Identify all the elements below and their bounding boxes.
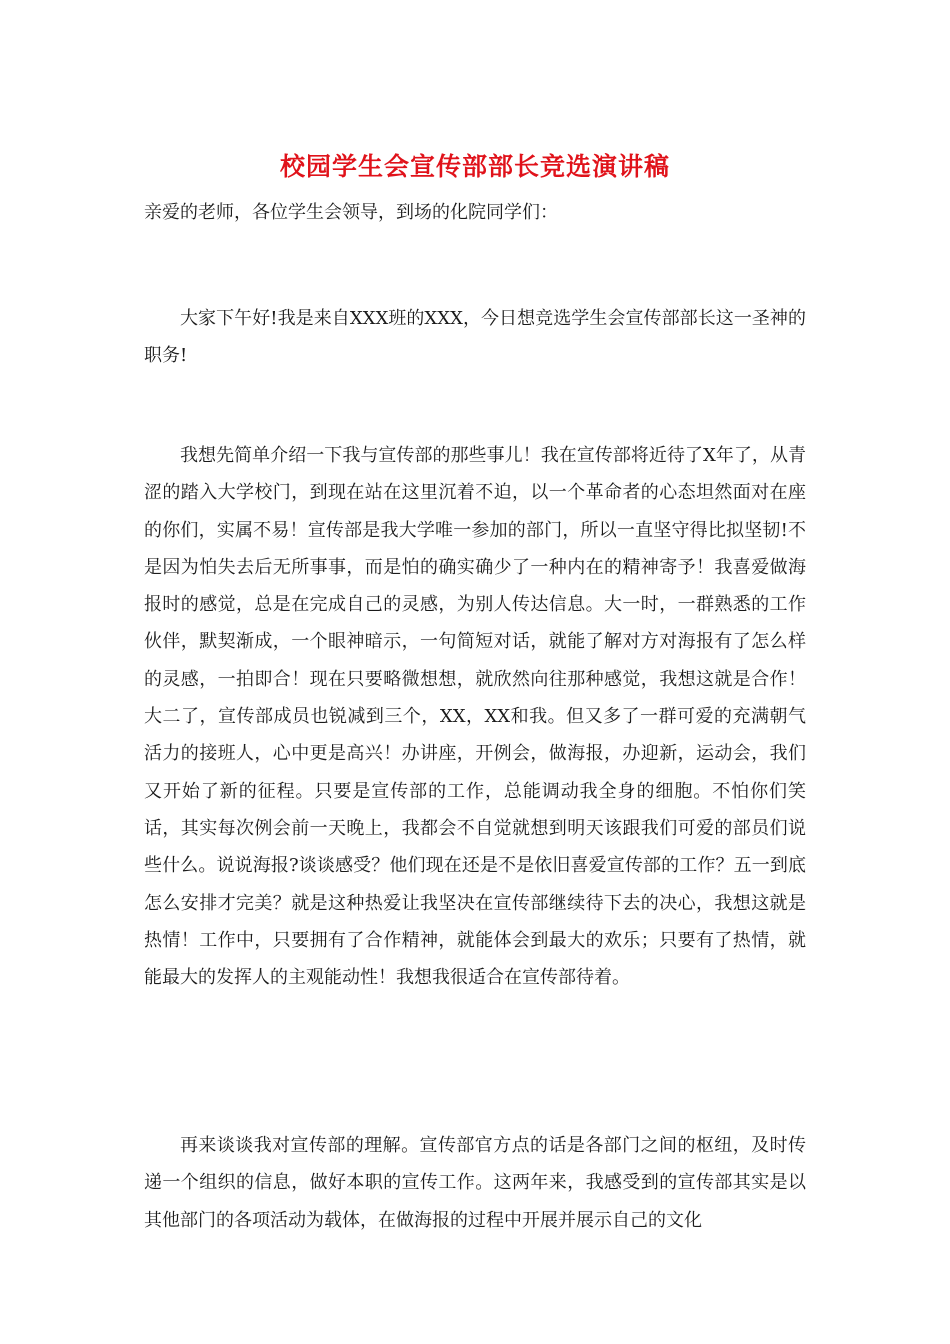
paragraph-intro: 大家下午好!我是来自XXX班的XXX，今日想竞选学生会宣传部部长这一圣神的职务! [144, 308, 806, 367]
paragraph-understanding: 再来谈谈我对宣传部的理解。宣传部官方点的话是各部门之间的枢纽，及时传递一个组织的信息，做好本职的宣传工作。这两年来，我感受到的宣传部其实是以其他部门的各项活动为载体，在做海报的过程中开展并展示自己的文化 [144, 1135, 806, 1231]
salutation: 亲爱的老师，各位学生会领导，到场的化院同学们： [144, 202, 558, 223]
document-title: 校园学生会宣传部部长竞选演讲稿 [279, 152, 670, 181]
paragraph-experience: 我想先简单介绍一下我与宣传部的那些事儿！我在宣传部将近待了X年了，从青涩的踏入大学校门，到现在站在这里沉着不迫，以一个革命者的心态坦然面对在座的你们，实属不易！宣传部是我大学唯一参加的部门，所以一直坚守得比拟坚韧!不是因为怕失去后无所事事，而是怕的确实确少了一种内在的精神寄予！我喜爱做海报时的感觉，总是在完成自己的灵感，为别人传达信息。大一时，一群熟悉的工作伙伴，默契渐成，一个眼神暗示，一句简短对话，就能了解对方对海报有了怎么样的灵感，一拍即合！现在只要略微想想，就欣然向往那种感觉，我想这就是合作！大二了，宣传部成员也锐减到三个，XX，XX和我。但又多了一群可爱的充满朝气活力的接班人，心中更是高兴！办讲座，开例会，做海报，办迎新，运动会，我们又开始了新的征程。只要是宣传部的工作，总能调动我全身的细胞。不怕你们笑话，其实每次例会前一天晚上，我都会不自觉就想到明天该跟我们可爱的部员们说些什么。说说海报?谈谈感受？他们现在还是不是依旧喜爱宣传部的工作？五一到底怎么安排才完美？就是这种热爱让我坚决在宣传部继续待下去的决心，我想这就是热情！工作中，只要拥有了合作精神，就能体会到最大的欢乐；只要有了热情，就能最大的发挥人的主观能动性！我想我很适合在宣传部待着。 [144, 445, 806, 989]
